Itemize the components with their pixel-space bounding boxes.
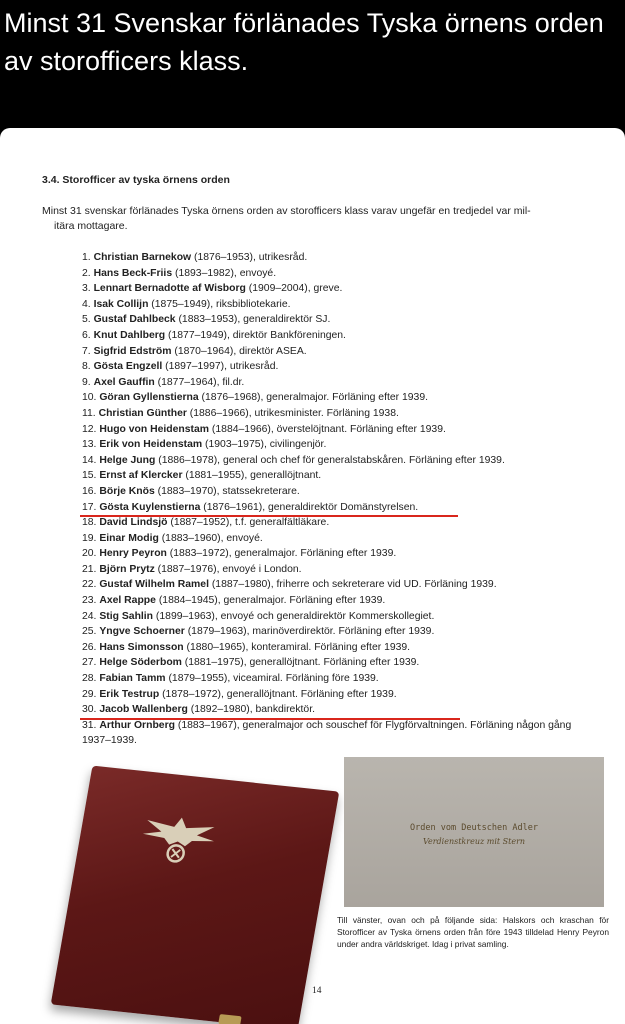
list-item-number: 25. [82, 626, 97, 638]
list-item-number: 5. [82, 314, 91, 326]
case-label-photo [344, 757, 604, 907]
list-item-details: (1899–1963), envoyé och generaldirektör Kommerskollegiet. [153, 610, 435, 622]
list-item-name: Christian Barnekow [93, 252, 192, 263]
list-item [82, 484, 572, 500]
list-item [82, 640, 572, 656]
list-item-name: Hans Beck-Friis [93, 267, 173, 279]
list-item [82, 624, 572, 640]
post-headline: Minst 31 Svenskar förlänades Tyska örnens orden av storofficers klass. [4, 8, 604, 76]
list-item [82, 531, 572, 547]
list-item [82, 671, 572, 687]
list-item-number: 16. [82, 485, 97, 497]
list-item-details: (1887–1980), friherre och sekreterare vid UD. Förläning 1939. [208, 579, 497, 591]
intro-paragraph [42, 204, 602, 234]
list-item-name: Gustaf Dahlbeck [93, 314, 176, 326]
list-item-name: Axel Gauffin [93, 376, 155, 388]
list-item-name: Gösta Engzell [93, 361, 163, 373]
photo-caption: Till vänster, ovan och på följande sida: Halskors och kraschan för Storofficer av Tyska örnens orden från före 1943 tilldelad Henry Peyron under andra världskriget. Idag i privat samling. [337, 915, 609, 949]
list-item-name: Ernst af Klercker [99, 470, 183, 482]
list-item-details: (1903–1975), civilingenjör. [202, 439, 327, 451]
label-line-2: Verdienstkreuz mit Stern [422, 837, 526, 846]
list-item [82, 344, 572, 360]
list-item-details: (1892–1980), bankdirektör. [187, 704, 315, 716]
list-item-number: 30. [82, 704, 97, 716]
list-item [82, 406, 572, 422]
case-clasp [218, 1014, 241, 1024]
list-item-number: 7. [82, 345, 91, 357]
list-item-details: (1883–1970), statssekreterare. [154, 485, 300, 497]
list-item-details: (1876–1961), generaldirektör Domänstyrelsen. [200, 501, 419, 513]
list-item-name: Fabian Tamm [99, 673, 166, 685]
list-item [82, 312, 572, 328]
list-item-details: (1878–1972), generallöjtnant. Förläning efter 1939. [159, 688, 397, 700]
list-item-details: (1909–2004), greve. [245, 283, 343, 295]
list-item [82, 687, 572, 703]
list-item-name: Knut Dahlberg [93, 329, 166, 341]
intro-line-1: Minst 31 svenskar förlänades Tyska örnens orden av storofficers klass varav ungefär en tredjedel var mil- [42, 205, 531, 217]
list-item-details: (1883–1972), generalmajor. Förläning efter 1939. [166, 548, 397, 560]
list-item-details: (1875–1949), riksbibliotekarie. [148, 298, 291, 310]
list-item-number: 18. [82, 517, 97, 529]
list-item [82, 718, 572, 749]
list-item-name: Erik von Heidenstam [99, 439, 203, 451]
list-item-name: Isak Collijn [93, 298, 149, 310]
list-item-number: 27. [82, 657, 97, 669]
list-item-name: Gösta Kuylenstierna [99, 501, 201, 513]
list-item-number: 10. [82, 392, 97, 404]
list-item [82, 468, 572, 484]
list-item-number: 23. [82, 595, 97, 607]
list-item [82, 328, 572, 344]
list-item [82, 593, 572, 609]
list-item [82, 359, 572, 375]
list-item-number: 20. [82, 548, 97, 560]
list-item-name: Arthur Örnberg [99, 719, 175, 731]
list-item-name: Christian Günther [98, 407, 187, 419]
list-item-details: (1881–1955), generallöjtnant. [182, 470, 322, 482]
list-item-number: 14. [82, 454, 97, 466]
list-item-number: 17. [82, 501, 97, 513]
list-item-details: (1879–1955), viceamiral. Förläning före 1939. [165, 673, 379, 685]
list-item-details: (1879–1963), marinöverdirektör. Förläning efter 1939. [184, 626, 435, 638]
list-item-name: Yngve Schoerner [99, 626, 185, 638]
list-item-number: 1. [82, 252, 91, 263]
list-item-name: Jacob Wallenberg [99, 704, 188, 716]
list-item-details: (1877–1964), fil.dr. [154, 376, 245, 388]
highlight-underline-30 [80, 718, 460, 720]
list-item-name: Erik Testrup [99, 688, 160, 700]
list-item-number: 29. [82, 688, 97, 700]
highlight-underline-17 [80, 515, 458, 517]
list-item-name: Hans Simonsson [99, 641, 184, 653]
list-item-details: (1893–1982), envoyé. [172, 267, 277, 279]
list-item-name: Helge Jung [99, 454, 156, 466]
list-item-details: (1887–1952), t.f. generalfältläkare. [167, 517, 330, 529]
list-item-number: 9. [82, 376, 91, 388]
list-item-details: (1887–1976), envoyé i London. [154, 563, 302, 575]
list-item-number: 31. [82, 719, 97, 731]
list-item [82, 562, 572, 578]
list-item-name: Helge Söderbom [99, 657, 182, 669]
list-item [82, 702, 572, 718]
medal-case-photo [58, 768, 323, 1018]
list-item-name: Stig Sahlin [99, 610, 154, 622]
list-item-details: (1884–1966), överstelöjtnant. Förläning efter 1939. [209, 423, 446, 435]
list-item-number: 22. [82, 579, 97, 591]
list-item-number: 19. [82, 532, 97, 544]
list-item-name: Sigfrid Edström [93, 345, 172, 357]
section-title: 3.4. Storofficer av tyska örnens orden [42, 174, 230, 186]
list-item-number: 13. [82, 439, 97, 451]
list-item-number: 15. [82, 470, 97, 482]
list-item-name: Hugo von Heidenstam [99, 423, 210, 435]
list-item-name: David Lindsjö [99, 517, 168, 529]
list-item [82, 250, 572, 266]
list-item-details: (1870–1964), direktör ASEA. [171, 345, 307, 357]
list-item-details: (1880–1965), konteramiral. Förläning efter 1939. [183, 641, 411, 653]
list-item-details: (1883–1967), generalmajor och souschef för Flygförvaltningen. Förläning någon gång 1937–1939. [82, 719, 572, 747]
intro-line-2: itära mottagare. [54, 220, 128, 232]
list-item-details: (1886–1978), general och chef för generalstabskåren. Förläning efter 1939. [155, 454, 505, 466]
document-page [0, 128, 625, 1024]
label-line-1: Orden vom Deutschen Adler [410, 823, 538, 833]
list-item [82, 281, 572, 297]
list-item-number: 4. [82, 298, 91, 310]
list-item-number: 21. [82, 563, 97, 575]
list-item-name: Gustaf Wilhelm Ramel [99, 579, 209, 591]
list-item [82, 500, 572, 516]
list-item-details: (1877–1949), direktör Bankföreningen. [165, 329, 346, 341]
list-item [82, 609, 572, 625]
list-item-number: 26. [82, 641, 97, 653]
page-number: 14 [312, 986, 322, 996]
list-item [82, 375, 572, 391]
list-item [82, 297, 572, 313]
eagle-emblem-icon [134, 803, 223, 871]
list-item-details: (1883–1953), generaldirektör SJ. [175, 314, 331, 326]
case-lid [51, 766, 340, 1024]
list-item-number: 3. [82, 283, 91, 295]
list-item-details: (1876–1953), utrikesråd. [191, 252, 308, 263]
list-item-name: Börje Knös [99, 485, 155, 497]
list-item-name: Henry Peyron [99, 548, 167, 560]
list-item-details: (1886–1966), utrikesminister. Förläning 1938. [186, 407, 399, 419]
list-item [82, 422, 572, 438]
list-item [82, 655, 572, 671]
list-item-details: (1876–1968), generalmajor. Förläning efter 1939. [198, 392, 428, 404]
list-item-number: 8. [82, 361, 91, 373]
list-item-number: 6. [82, 329, 91, 341]
list-item-number: 2. [82, 267, 91, 279]
recipient-list [82, 250, 572, 749]
list-item-name: Einar Modig [99, 532, 159, 544]
list-item-details: (1884–1945), generalmajor. Förläning efter 1939. [155, 595, 386, 607]
list-item-number: 11. [82, 407, 96, 419]
list-item-details: (1881–1975), generallöjtnant. Förläning efter 1939. [181, 657, 420, 669]
list-item-number: 24. [82, 610, 97, 622]
list-item-name: Lennart Bernadotte af Wisborg [93, 283, 246, 295]
list-item-name: Björn Prytz [99, 563, 155, 575]
list-item [82, 453, 572, 469]
list-item-details: (1897–1997), utrikesråd. [162, 361, 279, 373]
list-item-details: (1883–1960), envoyé. [158, 532, 263, 544]
list-item [82, 266, 572, 282]
list-item [82, 577, 572, 593]
list-item-number: 28. [82, 673, 97, 685]
list-item [82, 390, 572, 406]
list-item [82, 546, 572, 562]
list-item-name: Göran Gyllenstierna [99, 392, 199, 404]
list-item [82, 437, 572, 453]
list-item-number: 12. [82, 423, 97, 435]
list-item-name: Axel Rappe [99, 595, 156, 607]
list-item [82, 515, 572, 531]
